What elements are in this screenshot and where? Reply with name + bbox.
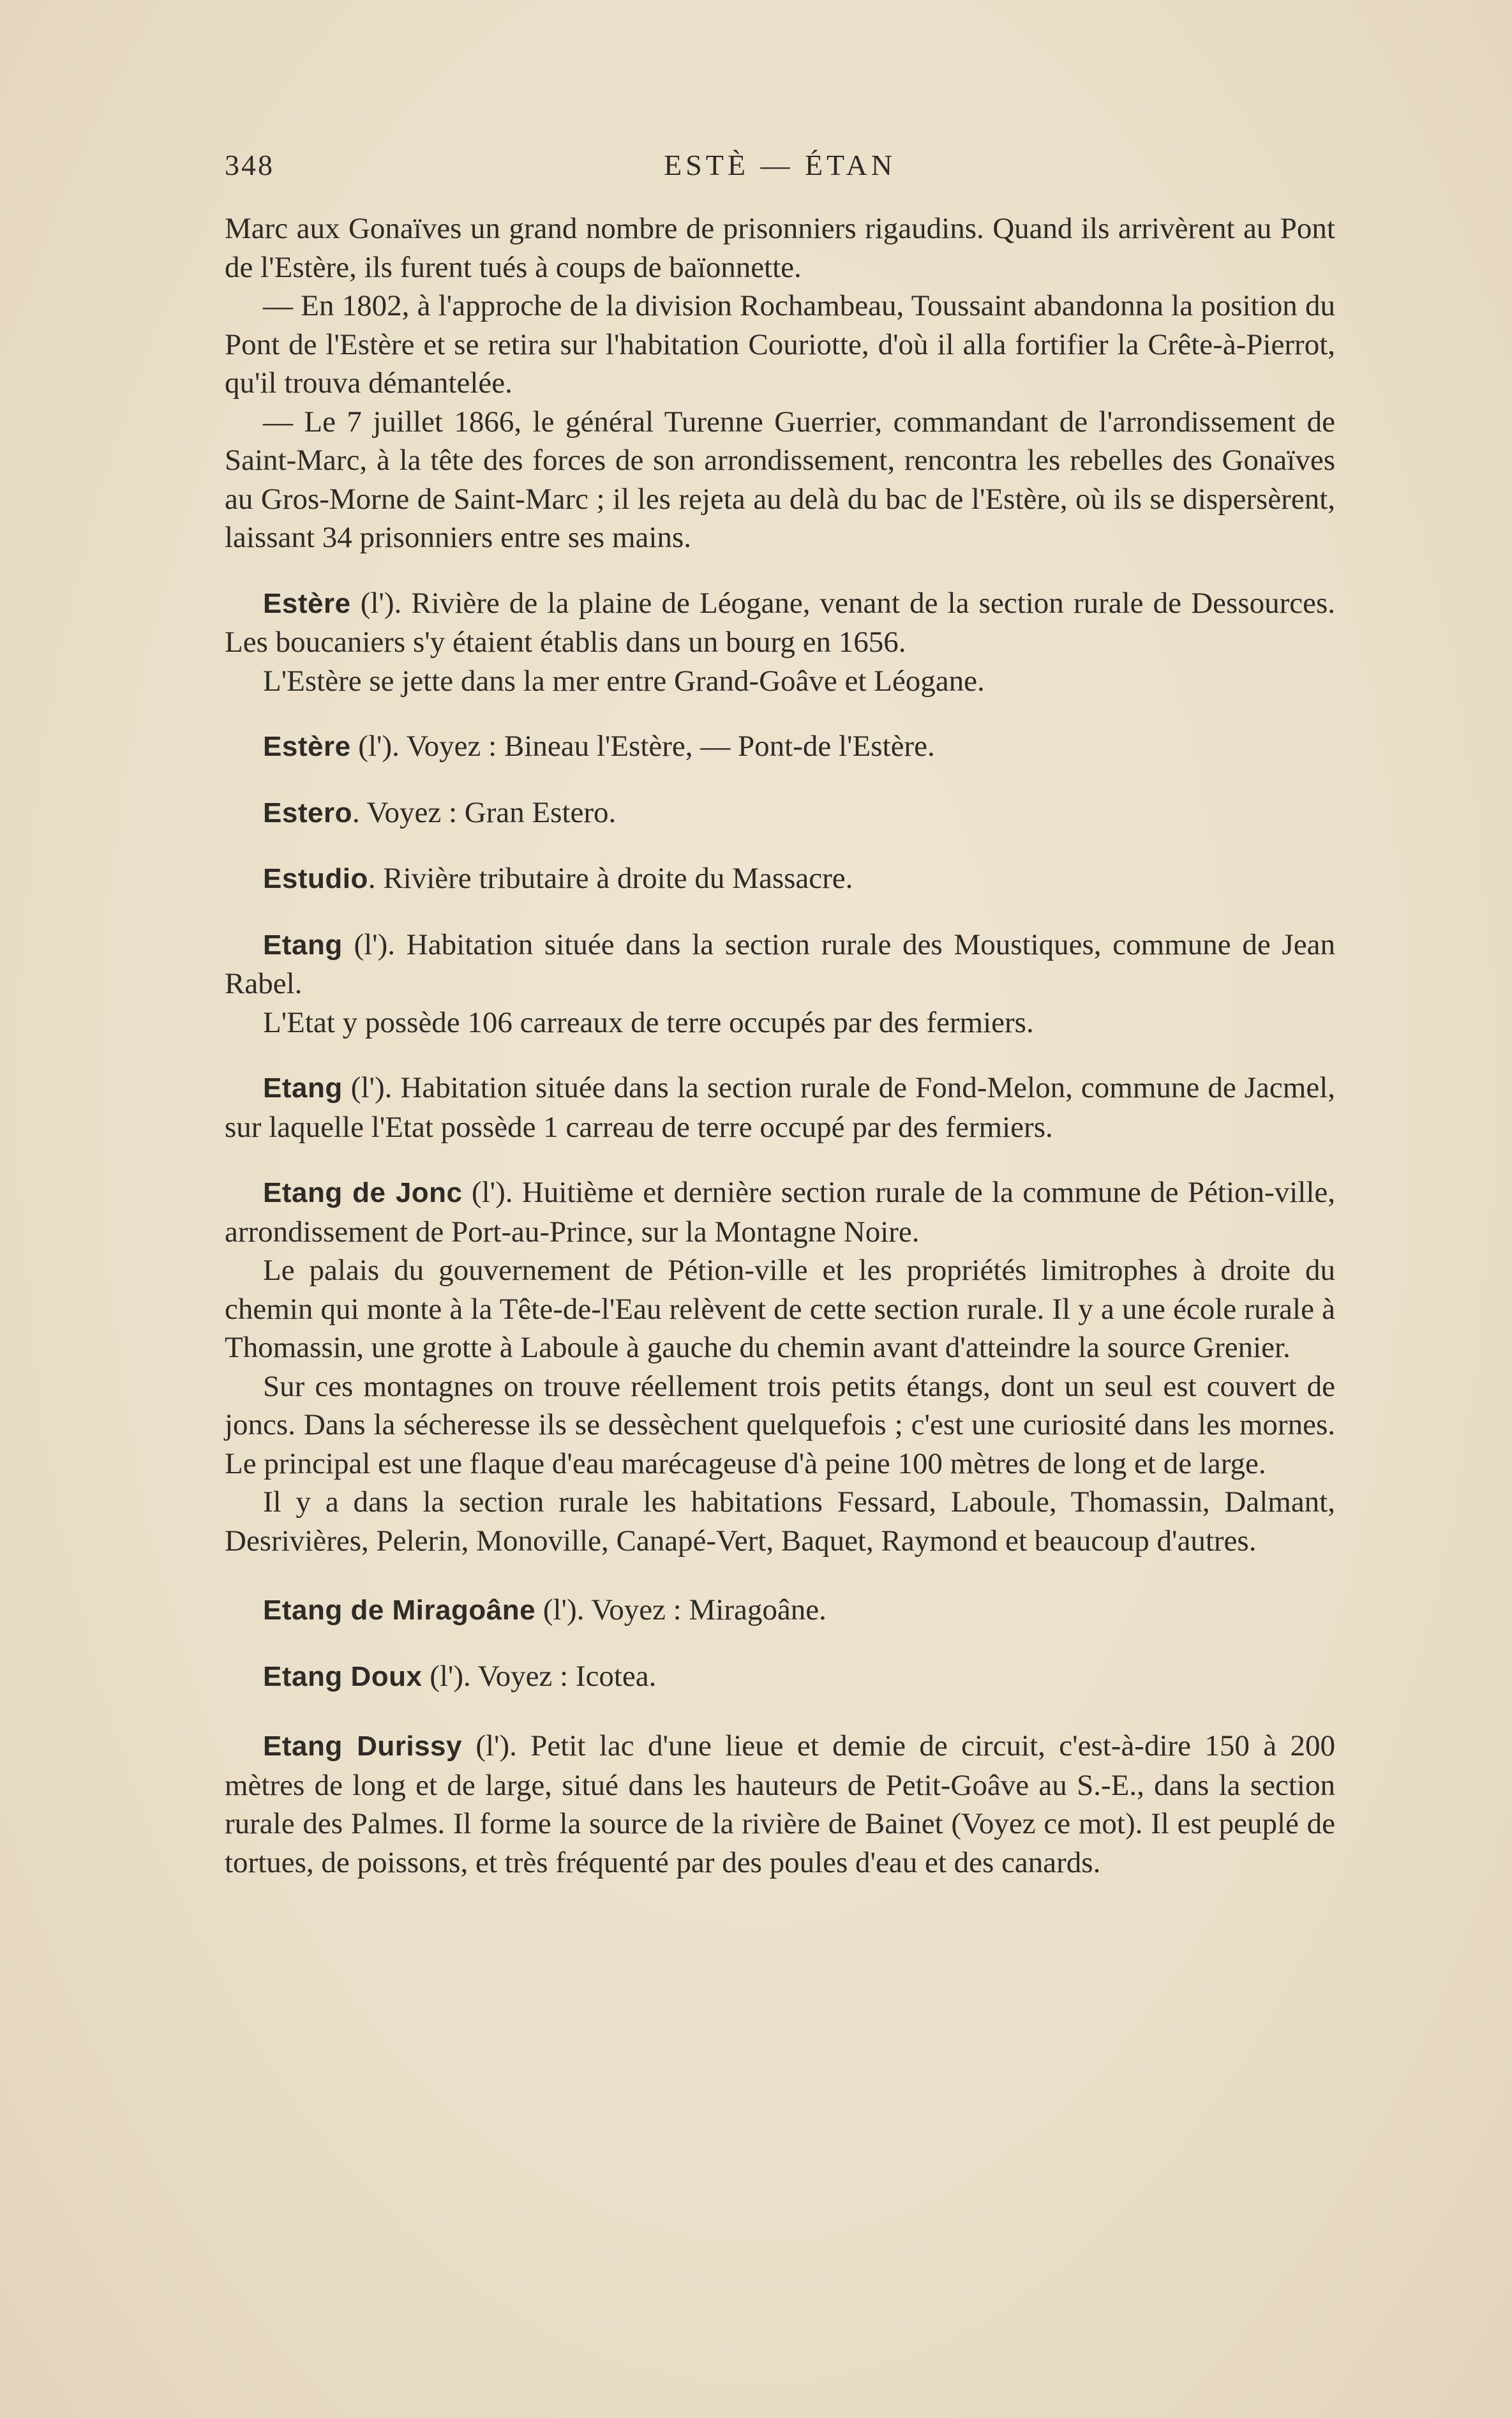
paragraph: Sur ces montagnes on trouve réellement trois petits étangs, dont un seul est couvert de joncs. Dans la sécheresse ils se dessèchent quelquefois ; c'est une curiosité dans les mornes. Le principal est une flaque d'eau marécageuse d'à peine 100 mètres de long et de large. bbox=[225, 1369, 1335, 1480]
entry-headword: Etang bbox=[263, 929, 343, 961]
entry-text: (l'). Petit lac d'une lieue et demie de circuit, c'est-à-dire 150 à 200 mètres de long et de large, situé dans les hauteurs de Petit-Goâve au S.-E., dans la section rurale des Palmes. Il forme la source de la rivière de Bainet (Voyez ce mot). Il est peuplé de tortues, de poissons, et très fréquenté par des poules d'eau et des canards. bbox=[225, 1729, 1335, 1879]
dictionary-entry-etang-de-jonc bbox=[225, 1173, 1335, 1251]
paragraph-continued: Marc aux Gonaïves un grand nombre de prisonniers rigaudins. Quand ils arrivèrent au Pont de l'Estère, ils furent tués à coups de baïonnette. bbox=[225, 212, 1335, 284]
page-number: 348 bbox=[225, 149, 274, 181]
body-text bbox=[225, 209, 1335, 1882]
dictionary-entry-etang-1 bbox=[225, 926, 1335, 1003]
dictionary-entry-estudio bbox=[225, 859, 1335, 899]
paragraph: — En 1802, à l'approche de la division Rochambeau, Toussaint abandonna la position du Pont de l'Estère et se retira sur l'habitation Couriotte, d'où il alla fortifier la Crête-à-Pierrot, qu'il trouva démantelée. bbox=[225, 289, 1335, 400]
entry-text: (l'). Rivière de la plaine de Léogane, venant de la section rurale de Dessources. Les boucaniers s'y étaient établis dans un bourg en 1656. bbox=[225, 586, 1335, 659]
entry-text: . Rivière tributaire à droite du Massacre. bbox=[368, 862, 853, 895]
entry-text: (l'). Voyez : Icotea. bbox=[422, 1659, 657, 1693]
entry-headword: Estère bbox=[263, 587, 351, 619]
entry-headword: Estère bbox=[263, 731, 351, 762]
entry-text: (l'). Habitation située dans la section rurale de Fond-Melon, commune de Jacmel, sur laquelle l'Etat possède 1 carreau de terre occupé par des fermiers. bbox=[225, 1071, 1335, 1144]
entry-headword: Etang bbox=[263, 1072, 343, 1104]
entry-text: (l'). Habitation située dans la section rurale des Moustiques, commune de Jean Rabel. bbox=[225, 927, 1335, 1000]
entry-headword: Estero bbox=[263, 797, 352, 829]
entry-headword: Estudio bbox=[263, 863, 368, 894]
entry-text: (l'). Voyez : Bineau l'Estère, — Pont-de l'Estère. bbox=[350, 730, 935, 763]
dictionary-entry-etang-doux bbox=[225, 1657, 1335, 1697]
entry-headword: Etang de Miragoâne bbox=[263, 1595, 536, 1626]
paragraph: L'Estère se jette dans la mer entre Grand-Goâve et Léogane. bbox=[263, 664, 985, 698]
paragraph: Le palais du gouvernement de Pétion-ville et les propriétés limitrophes à droite du chemin qui monte à la Tête-de-l'Eau relèvent de cette section rurale. Il y a une école rurale à Thomassin, une grotte à Laboule à gauche du chemin avant d'atteindre la source Grenier. bbox=[225, 1254, 1335, 1364]
entry-text: (l'). Voyez : Miragoâne. bbox=[535, 1593, 827, 1626]
paragraph: Il y a dans la section rurale les habitations Fessard, Laboule, Thomassin, Dalmant, Desrivières, Pelerin, Monoville, Canapé-Vert, Baquet, Raymond et beaucoup d'autres. bbox=[225, 1485, 1335, 1558]
paragraph: — Le 7 juillet 1866, le général Turenne Guerrier, commandant de l'arrondissement de Saint-Marc, à la tête des forces de son arrondissement, rencontra les rebelles des Gonaïves au Gros-Morne de Saint-Marc ; il les rejeta au delà du bac de l'Estère, où ils se dispersèrent, laissant 34 prisonniers entre ses mains. bbox=[225, 405, 1335, 554]
page-header bbox=[225, 148, 1335, 193]
dictionary-entry-etang-2 bbox=[225, 1069, 1335, 1146]
entry-headword: Etang Durissy bbox=[263, 1731, 462, 1762]
paragraph: L'Etat y possède 106 carreaux de terre occupés par des fermiers. bbox=[263, 1005, 1034, 1039]
running-title: ESTÈ — ÉTAN bbox=[664, 149, 896, 181]
dictionary-entry-estere-1 bbox=[225, 584, 1335, 662]
dictionary-entry-estero bbox=[225, 793, 1335, 833]
dictionary-entry-etang-durissy bbox=[225, 1727, 1335, 1882]
dictionary-entry-estere-2 bbox=[225, 727, 1335, 767]
entry-text: . Voyez : Gran Estero. bbox=[352, 795, 617, 829]
dictionary-entry-etang-de-miragoane bbox=[225, 1591, 1335, 1630]
entry-headword: Etang Doux bbox=[263, 1660, 423, 1692]
entry-text: (l'). Huitième et dernière section rurale de la commune de Pétion-ville, arrondissement de Port-au-Prince, sur la Montagne Noire. bbox=[225, 1176, 1335, 1249]
entry-headword: Etang de Jonc bbox=[263, 1177, 463, 1208]
